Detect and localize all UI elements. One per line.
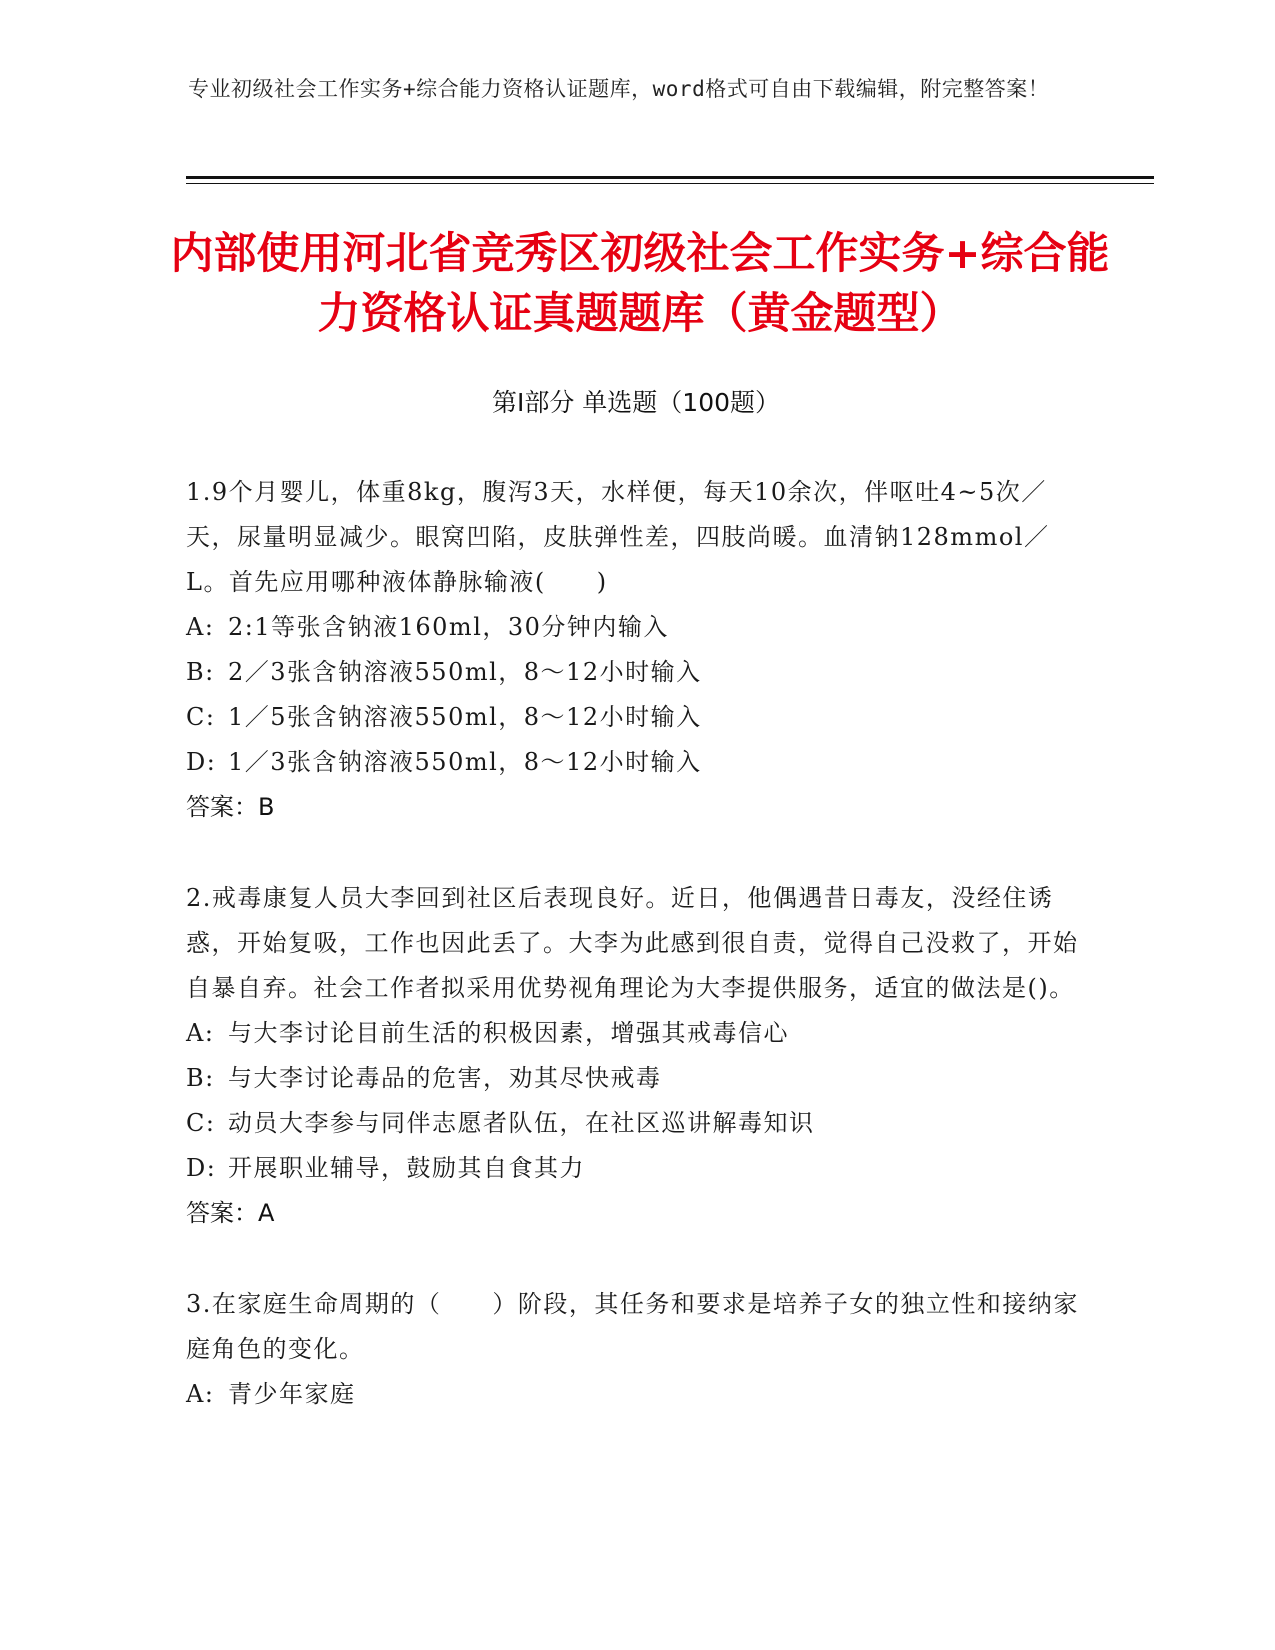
option-text: 青少年家庭 bbox=[228, 1380, 356, 1408]
option-letter: A: bbox=[186, 613, 215, 641]
answer-line: 答案：A bbox=[186, 1199, 275, 1227]
option-letter: D: bbox=[186, 1154, 217, 1182]
option-a bbox=[186, 605, 1086, 650]
header-divider-thin bbox=[186, 183, 1154, 184]
header-note: 专业初级社会工作实务+综合能力资格认证题库，word格式可自由下载编辑，附完整答案！ bbox=[188, 77, 1050, 101]
option-letter: B: bbox=[186, 1064, 215, 1092]
question-stem: 2.戒毒康复人员大李回到社区后表现良好。近日，他偶遇昔日毒友，没经住诱惑，开始复吸，工作也因此丢了。大李为此感到很自责，觉得自己没救了，开始自暴自弃。社会工作者拟采用优势视角理论为大李提供服务，适宜的做法是()。 bbox=[186, 884, 1079, 1002]
option-text: 1／5张含钠溶液550ml，8～12小时输入 bbox=[228, 703, 702, 731]
option-text: 与大李讨论毒品的危害，劝其尽快戒毒 bbox=[228, 1064, 662, 1092]
question-1 bbox=[186, 470, 1086, 830]
option-d bbox=[186, 1146, 1086, 1191]
question-list bbox=[186, 470, 1086, 1463]
option-letter: D: bbox=[186, 748, 217, 776]
option-text: 与大李讨论目前生活的积极因素，增强其戒毒信心 bbox=[228, 1019, 789, 1047]
header-divider-thick bbox=[186, 176, 1154, 179]
option-letter: A: bbox=[186, 1380, 215, 1408]
option-a bbox=[186, 1372, 1086, 1417]
option-b bbox=[186, 1056, 1086, 1101]
option-letter: A: bbox=[186, 1019, 215, 1047]
option-c bbox=[186, 695, 1086, 740]
option-text: 开展职业辅导，鼓励其自食其力 bbox=[228, 1154, 585, 1182]
option-c bbox=[186, 1101, 1086, 1146]
option-letter: B: bbox=[186, 658, 215, 686]
option-text: 动员大李参与同伴志愿者队伍，在社区巡讲解毒知识 bbox=[228, 1109, 815, 1137]
question-stem: 1.9个月婴儿，体重8kg，腹泻3天，水样便，每天10余次，伴呕吐4~5次／天，尿量明显减少。眼窝凹陷，皮肤弹性差，四肢尚暖。血清钠128mmol／L。首先应用哪种液体静脉输液( ) bbox=[186, 478, 1050, 596]
question-3 bbox=[186, 1282, 1086, 1417]
answer-line: 答案：B bbox=[186, 793, 275, 821]
question-2 bbox=[186, 876, 1086, 1236]
option-b bbox=[186, 650, 1086, 695]
option-letter: C: bbox=[186, 703, 216, 731]
option-text: 2:1等张含钠液160ml，30分钟内输入 bbox=[228, 613, 669, 641]
question-stem: 3.在家庭生命周期的（ ）阶段，其任务和要求是培养子女的独立性和接纳家庭角色的变化。 bbox=[186, 1290, 1079, 1363]
option-text: 1／3张含钠溶液550ml，8～12小时输入 bbox=[228, 748, 702, 776]
section-heading: 第I部分 单选题（100题） bbox=[491, 388, 781, 417]
option-letter: C: bbox=[186, 1109, 216, 1137]
option-text: 2／3张含钠溶液550ml，8～12小时输入 bbox=[228, 658, 702, 686]
option-a bbox=[186, 1011, 1086, 1056]
document-title: 内部使用河北省竞秀区初级社会工作实务+综合能力资格认证真题题库（黄金题型） bbox=[170, 229, 1110, 339]
option-d bbox=[186, 740, 1086, 785]
